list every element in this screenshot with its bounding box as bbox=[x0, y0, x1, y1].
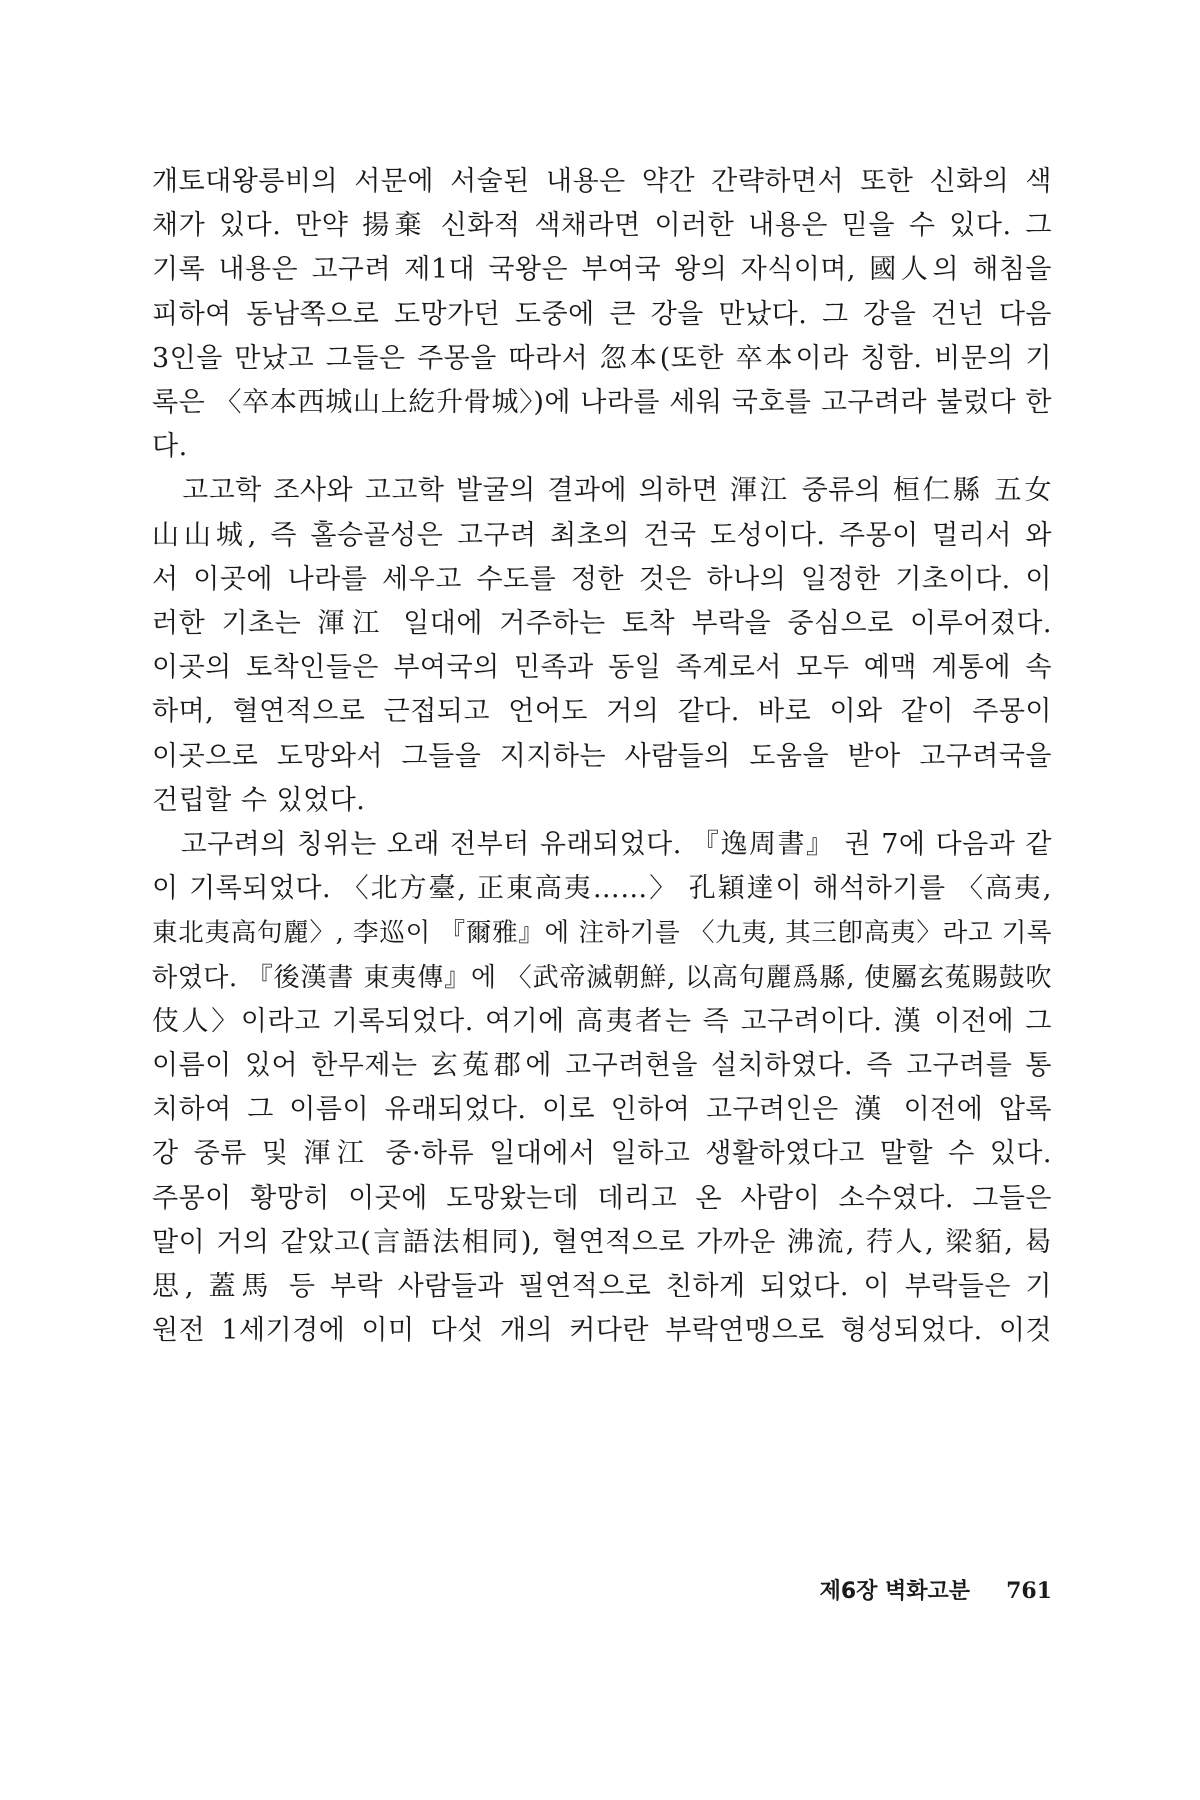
text-line: 山山城, 즉 홀승골성은 고구려 최초의 건국 도성이다. 주몽이 멀리서 와 bbox=[152, 519, 1052, 551]
text-line: 다. bbox=[152, 431, 188, 463]
text-line: 록은 〈卒本西城山上紇升骨城〉)에 나라를 세워 국호를 고구려라 불렀다 한 bbox=[152, 387, 1052, 419]
text-line: 이름이 있어 한무제는 玄菟郡에 고구려현을 설치하였다. 즉 고구려를 통 bbox=[152, 1050, 1052, 1082]
paragraph-3 bbox=[152, 823, 1052, 1353]
text-line: 러한 기초는 渾江 일대에 거주하는 토착 부락을 중심으로 이루어졌다. bbox=[152, 608, 1052, 640]
text-line: 건립할 수 있었다. bbox=[152, 784, 366, 816]
text-line: 말이 거의 같았고(言語法相同), 혈연적으로 가까운 沸流, 荇人, 梁貊, 曷 bbox=[152, 1226, 1052, 1258]
text-line: 강 중류 및 渾江 중·하류 일대에서 일하고 생활하였다고 말할 수 있다. bbox=[152, 1138, 1052, 1170]
text-line: 주몽이 황망히 이곳에 도망왔는데 데리고 온 사람이 소수였다. 그들은 bbox=[152, 1182, 1052, 1214]
text-line: 피하여 동남쪽으로 도망가던 도중에 큰 강을 만났다. 그 강을 건넌 다음 bbox=[152, 298, 1052, 330]
text-line: 채가 있다. 만약 揚棄 신화적 색채라면 이러한 내용은 믿을 수 있다. 그 bbox=[152, 210, 1052, 242]
text-line: 이곳의 토착인들은 부여국의 민족과 동일 족계로서 모두 예맥 계통에 속 bbox=[152, 652, 1052, 684]
text-line: 하였다. 『後漢書 東夷傳』에 〈武帝滅朝鮮, 以高句麗爲縣, 使屬玄菟賜鼓吹 bbox=[152, 962, 1052, 993]
text-line: 이 기록되었다. 〈北方臺, 正東高夷……〉 孔穎達이 해석하기를 〈高夷, bbox=[152, 873, 1052, 905]
running-chapter-title: 제6장 벽화고분 bbox=[819, 1579, 971, 1604]
paragraph-2 bbox=[152, 469, 1052, 823]
body-text bbox=[152, 160, 1052, 1353]
text-line: 고고학 조사와 고고학 발굴의 결과에 의하면 渾江 중류의 桓仁縣 五女 bbox=[152, 475, 1052, 507]
text-line: 3인을 만났고 그들은 주몽을 따라서 忽本(또한 卒本이라 칭함. 비문의 기 bbox=[152, 342, 1052, 374]
text-line: 伎人〉이라고 기록되었다. 여기에 高夷者는 즉 고구려이다. 漢 이전에 그 bbox=[152, 1005, 1052, 1037]
text-line: 하며, 혈연적으로 근접되고 언어도 거의 같다. 바로 이와 같이 주몽이 bbox=[152, 696, 1052, 728]
text-line: 서 이곳에 나라를 세우고 수도를 정한 것은 하나의 일정한 기초이다. 이 bbox=[152, 563, 1052, 595]
text-line: 개토대왕릉비의 서문에 서술된 내용은 약간 간략하면서 또한 신화의 색 bbox=[152, 166, 1052, 197]
text-line: 思, 蓋馬 등 부락 사람들과 필연적으로 친하게 되었다. 이 부락들은 기 bbox=[152, 1271, 1052, 1303]
paragraph-1 bbox=[152, 160, 1052, 469]
page-footer bbox=[750, 1574, 1052, 1605]
text-line: 기록 내용은 고구려 제1대 국왕은 부여국 왕의 자식이며, 國人의 해침을 bbox=[152, 254, 1052, 286]
text-line: 치하여 그 이름이 유래되었다. 이로 인하여 고구려인은 漢 이전에 압록 bbox=[152, 1094, 1052, 1126]
text-line: 이곳으로 도망와서 그들을 지지하는 사람들의 도움을 받아 고구려국을 bbox=[152, 740, 1052, 772]
text-line: 東北夷高句麗〉, 李巡이 『爾雅』에 注하기를 〈九夷, 其三卽高夷〉라고 기록 bbox=[152, 918, 1052, 949]
page-number: 761 bbox=[1006, 1578, 1052, 1604]
text-line: 고구려의 칭위는 오래 전부터 유래되었다. 『逸周書』 권 7에 다음과 같 bbox=[152, 829, 1052, 861]
text-line: 원전 1세기경에 이미 다섯 개의 커다란 부락연맹으로 형성되었다. 이것 bbox=[152, 1315, 1052, 1347]
